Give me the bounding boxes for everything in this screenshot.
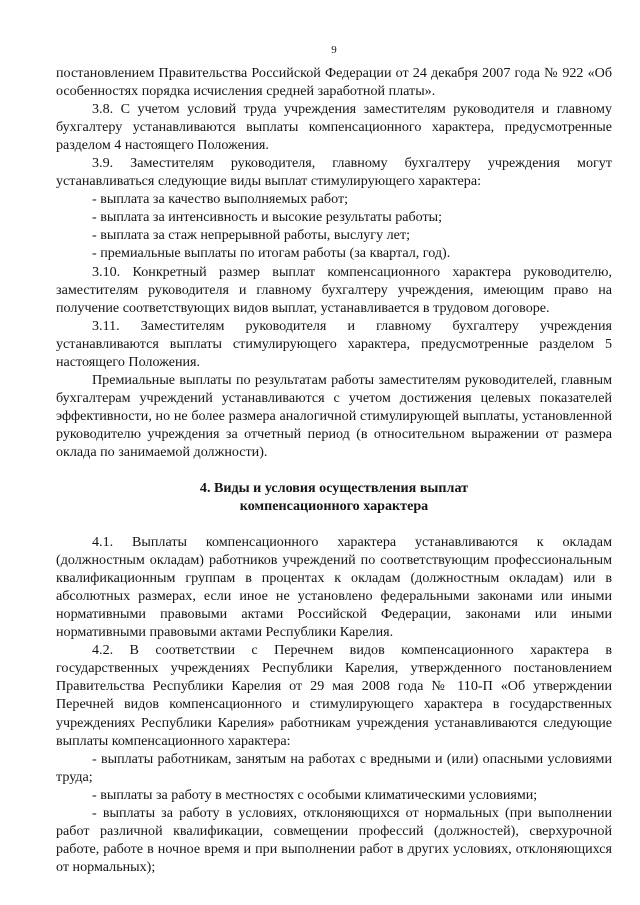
section-heading-4 [56,479,612,515]
paragraph-4-1: 4.1. Выплаты компенсационного характера устанавливаются к окладам (должностным окладам) работников учреждений по соответствующим профессиональным квалификационным группам в процентах к окладам (должностным окладам) или в абсолютных размерах, если иное не установлено федеральными законами или иными нормативными правовыми актами Российской Федерации, законами или иными нормативными правовыми актами Республики Карелия. [56,534,612,641]
list-item-bonus: - премиальные выплаты по итогам работы (за квартал, год). [92,245,451,262]
list-item-intensity: - выплата за интенсивность и высокие результаты работы; [92,209,443,226]
section-heading-line-1: 4. Виды и условия осуществления выплат [199,480,469,497]
section-heading-line-2: компенсационного характера [239,498,429,515]
document-body [56,64,612,876]
list-item-climate: - выплаты за работу в местностях с особыми климатическими условиями; [92,786,538,803]
paragraph-bonus-payments: Премиальные выплаты по результатам работы заместителям руководителей, главным бухгалтерам учреждений устанавливаются с учетом достижения целевых показателей эффективности, но не более размера аналогичной стимулирующей выплаты, установленной руководителю учреждения за отчетный период (в относительном выражении от размера оклада по занимаемой должности). [56,371,612,460]
paragraph-3-8: 3.8. С учетом условий труда учреждения заместителям руководителя и главному бухгалтеру устанавливаются выплаты компенсационного характера, предусмотренные разделом 4 настоящего Положения. [56,101,612,154]
paragraph-4-2: 4.2. В соответствии с Перечнем видов компенсационного характера в государственных учреждениях Республики Карелия, утвержденного постановлением Правительства Республики Карелия от 29 мая 2008 года № 110-П «Об утверждении Перечней видов компенсационного и стимулирующего характера в государственных учреждениях Республики Карелия» работникам учреждения устанавливаются следующие выплаты компенсационного характера: [56,642,612,749]
paragraph-resolution-922: постановлением Правительства Российской Федерации от 24 декабря 2007 года № 922 «Об особенностях порядка исчисления средней заработной платы». [56,65,612,100]
paragraph-3-9: 3.9. Заместителям руководителя, главному бухгалтеру учреждения могут устанавливаться следующие виды выплат стимулирующего характера: [56,155,612,190]
page-number: 9 [331,44,337,56]
list-item-quality: - выплата за качество выполняемых работ; [92,191,349,208]
list-item-hazardous: - выплаты работникам, занятым на работах с вредными и (или) опасными условиями труда; [56,750,612,785]
list-item-seniority: - выплата за стаж непрерывной работы, выслугу лет; [92,227,411,244]
list-item-abnormal-conditions: - выплаты за работу в условиях, отклоняющихся от нормальных (при выполнении работ различной квалификации, совмещении профессий (должностей), сверхурочной работе, работе в ночное время и при выполнении работ в других условиях, отклоняющихся от нормальных); [56,804,612,875]
paragraph-3-11: 3.11. Заместителям руководителя и главному бухгалтеру учреждения устанавливаются выплаты стимулирующего характера, предусмотренные разделом 5 настоящего Положения. [56,317,612,370]
paragraph-3-10: 3.10. Конкретный размер выплат компенсационного характера руководителю, заместителям руководителя и главному бухгалтеру учреждения, имеющим право на получение соответствующих видов выплат, устанавливается в трудовом договоре. [56,263,612,316]
